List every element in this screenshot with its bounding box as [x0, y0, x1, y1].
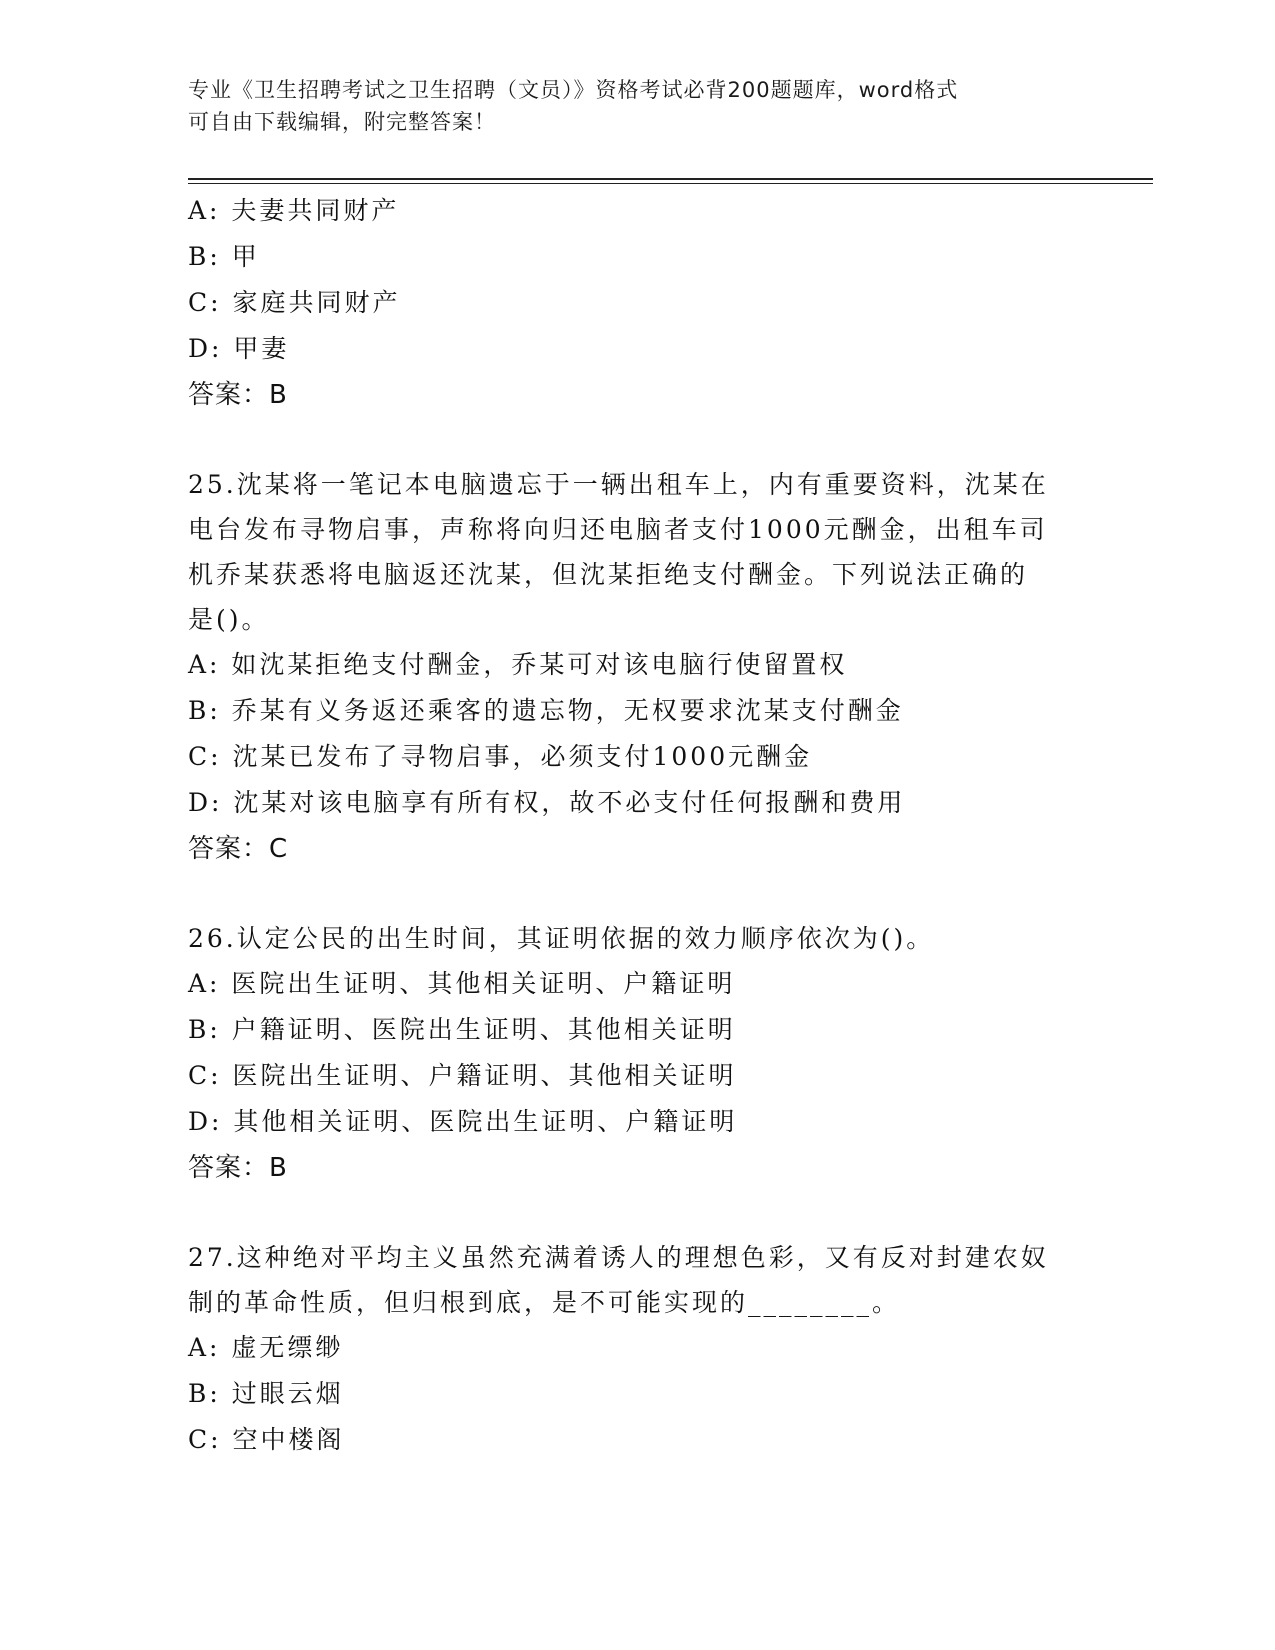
spacer — [188, 872, 1088, 916]
question-24-block — [188, 188, 1088, 418]
question-text-line: 26.认定公民的出生时间，其证明依据的效力顺序依次为()。 — [188, 924, 935, 953]
header-rule-thick — [188, 178, 1153, 180]
option-b: B: 甲 — [188, 242, 260, 271]
question-text-line: 是()。 — [188, 605, 270, 634]
option-c: C: 沈某已发布了寻物启事，必须支付1000元酬金 — [188, 742, 813, 771]
spacer — [188, 1191, 1088, 1235]
answer: 答案：B — [188, 1153, 288, 1183]
option-c: C: 家庭共同财产 — [188, 288, 401, 317]
option-a: A: 虚无缥缈 — [188, 1333, 344, 1362]
header-line-1: 专业《卫生招聘考试之卫生招聘（文员）》资格考试必背200题题库，word格式 — [188, 78, 959, 102]
option-b: B: 过眼云烟 — [188, 1379, 344, 1408]
answer: 答案：B — [188, 380, 288, 410]
option-b: B: 户籍证明、医院出生证明、其他相关证明 — [188, 1015, 736, 1044]
question-text-line: 机乔某获悉将电脑返还沈某，但沈某拒绝支付酬金。下列说法正确的 — [188, 560, 1029, 589]
option-d: D: 沈某对该电脑享有所有权，故不必支付任何报酬和费用 — [188, 788, 906, 817]
question-text-line: 25.沈某将一笔记本电脑遗忘于一辆出租车上，内有重要资料，沈某在 — [188, 470, 1049, 499]
question-list — [188, 188, 1088, 1463]
header-line-2: 可自由下载编辑，附完整答案！ — [188, 110, 496, 134]
answer: 答案：C — [188, 834, 289, 864]
spacer — [188, 418, 1088, 462]
option-a: A: 如沈某拒绝支付酬金，乔某可对该电脑行使留置权 — [188, 650, 848, 679]
header-rule-thin — [188, 183, 1153, 184]
option-c: C: 医院出生证明、户籍证明、其他相关证明 — [188, 1061, 737, 1090]
option-d: D: 甲妻 — [188, 334, 290, 363]
option-d: D: 其他相关证明、医院出生证明、户籍证明 — [188, 1107, 738, 1136]
question-text-line: 27.这种绝对平均主义虽然充满着诱人的理想色彩，又有反对封建农奴 — [188, 1243, 1049, 1272]
option-a: A: 医院出生证明、其他相关证明、户籍证明 — [188, 969, 736, 998]
option-c: C: 空中楼阁 — [188, 1425, 345, 1454]
question-25-block — [188, 462, 1088, 872]
option-b: B: 乔某有义务返还乘客的遗忘物，无权要求沈某支付酬金 — [188, 696, 904, 725]
question-26-block — [188, 916, 1088, 1191]
question-text-line: 制的革命性质，但归根到底，是不可能实现的________。 — [188, 1288, 901, 1317]
question-27-block — [188, 1235, 1088, 1463]
document-header — [188, 74, 1088, 138]
option-a: A: 夫妻共同财产 — [188, 196, 400, 225]
question-text-line: 电台发布寻物启事，声称将向归还电脑者支付1000元酬金，出租车司 — [188, 515, 1048, 544]
